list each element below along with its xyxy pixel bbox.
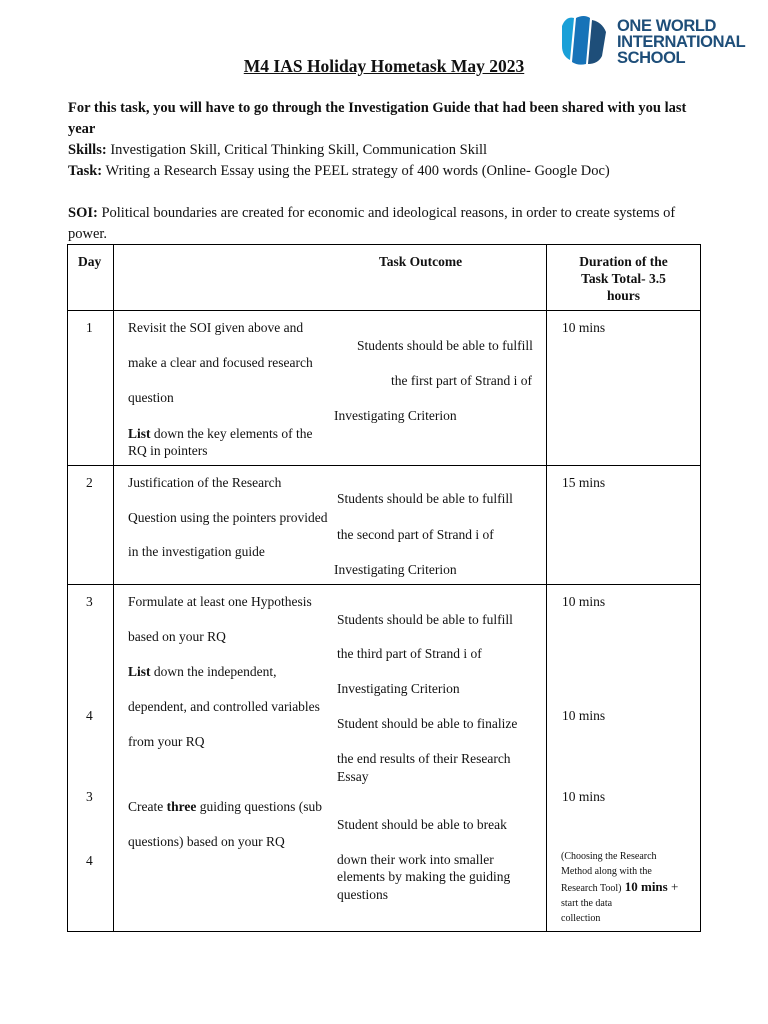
task-text: dependent, and controlled variables [128,699,320,714]
duration-cell: 10 mins [562,708,606,723]
outcome-text: elements by making the guiding [337,869,511,884]
task-text: question [128,390,174,405]
skills-line: Skills: Investigation Skill, Critical Thinking Skill, Communication Skill [68,142,488,158]
day-cell: 3 [86,789,93,804]
outcome-text: the second part of Strand i of [337,527,494,542]
outcome-text: Students should be able to fulfill [337,612,513,627]
outcome-text: Students should be able to fulfill [357,338,533,353]
duration-cell: 10 mins [562,789,606,804]
outcome-text: the end results of their Research [337,751,511,766]
header-day: Day [78,254,102,269]
task-text: Formulate at least one Hypothesis [128,594,312,609]
task-text: based on your RQ [128,629,226,644]
header-duration: Duration of the Task Total- 3.5 hours [579,254,668,303]
day-cell: 3 [86,594,93,609]
task-text: List down the independent, [128,664,277,679]
outcome-text: the first part of Strand i of [391,373,532,388]
outcome-text: questions [337,887,389,902]
duration-cell: 10 mins [562,320,606,335]
task-text: List down the key elements of the [128,426,313,441]
task-text: make a clear and focused research [128,355,313,370]
outcome-text: Investigating Criterion [334,408,457,423]
header-task-outcome: Task Outcome [379,254,463,269]
task-line: Task: Writing a Research Essay using the PEEL strategy of 400 words (Online- Google Doc) [68,163,610,179]
duration-note: (Choosing the Research Method along with the Research Tool) 10 mins + start the data collection [561,851,679,924]
instruction-text: For this task, you will have to go through the Investigation Guide that had been shared with you last year [68,100,687,137]
outcome-text: Students should be able to fulfill [337,491,513,506]
outcome-text: the third part of Strand i of [337,646,482,661]
outcome-text: Student should be able to finalize [337,716,518,731]
outcome-text: Essay [337,769,369,784]
duration-cell: 10 mins [562,594,606,609]
duration-cell: 15 mins [562,475,606,490]
task-text: from your RQ [128,734,205,749]
outcome-text: Student should be able to break [337,817,507,832]
outcome-text: Investigating Criterion [337,681,460,696]
outcome-text: Investigating Criterion [334,562,457,577]
task-text: Justification of the Research [128,475,282,490]
day-cell: 2 [86,475,93,490]
day-cell: 4 [86,853,93,868]
task-text: in the investigation guide [128,544,265,559]
page-title: M4 IAS Holiday Hometask May 2023 [243,56,525,76]
soi-line: SOI: Political boundaries are created for economic and ideological reasons, in order to create systems of power. [68,205,676,242]
task-text: Create three guiding questions (sub [128,799,322,814]
task-text: questions) based on your RQ [128,834,285,849]
task-text: RQ in pointers [128,443,208,458]
task-text: Revisit the SOI given above and [128,320,304,335]
outcome-text: down their work into smaller [337,852,494,867]
logo-text: ONE WORLD INTERNATIONAL SCHOOL [617,17,746,67]
day-cell: 4 [86,708,93,723]
day-cell: 1 [86,320,93,335]
task-text: Question using the pointers provided [128,510,328,525]
